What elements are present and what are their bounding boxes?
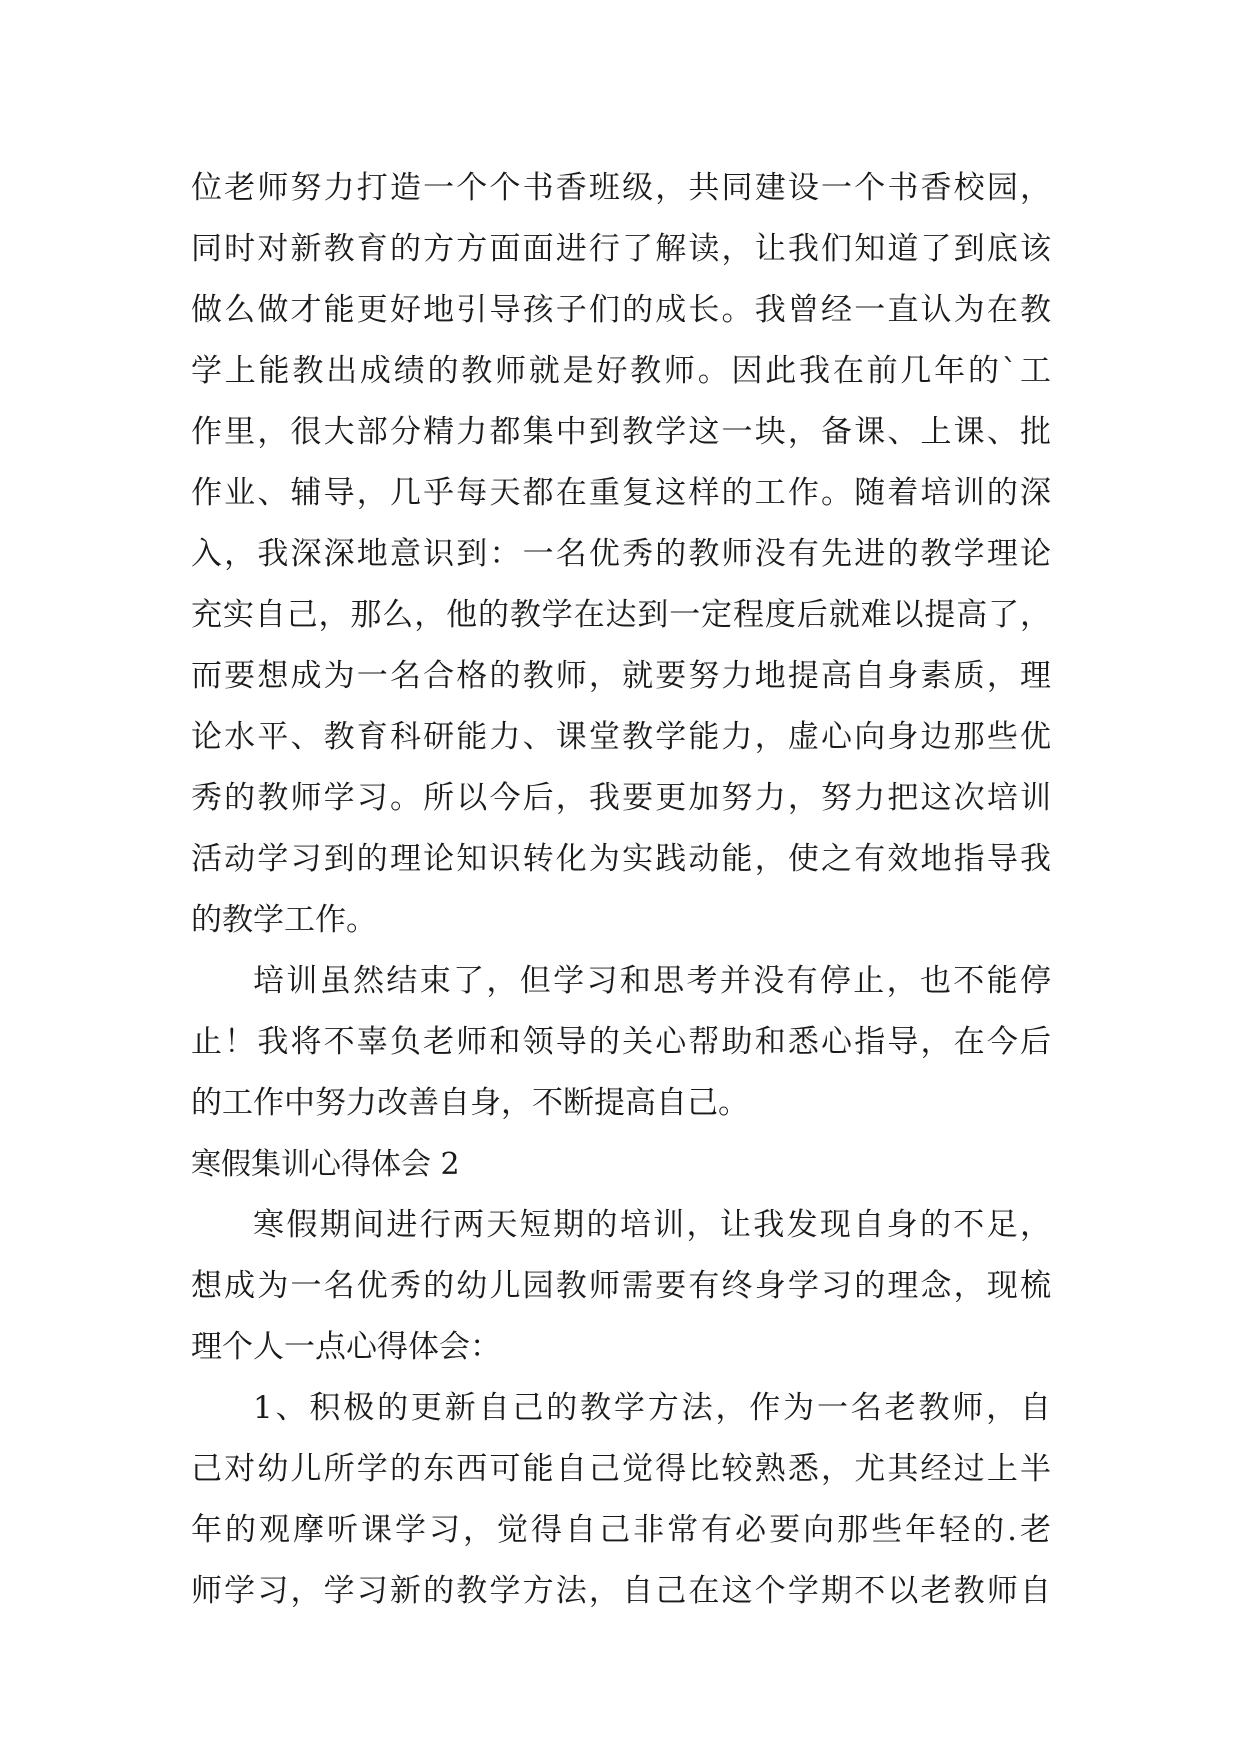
text-line: 年的观摩听课学习，觉得自己非常有必要向那些年轻的.老 (191, 1512, 1051, 1548)
text-line: 己对幼儿所学的东西可能自己觉得比较熟悉，尤其经过上半 (191, 1451, 1051, 1487)
text-line: 论水平、教育科研能力、课堂教学能力，虚心向身边那些优 (191, 719, 1051, 755)
text-line: 位老师努力打造一个个书香班级，共同建设一个书香校园， (191, 170, 1051, 206)
text-line: 入，我深深地意识到：一名优秀的教师没有先进的教学理论 (191, 536, 1051, 572)
text-line: 作业、辅导，几乎每天都在重复这样的工作。随着培训的深 (191, 475, 1051, 511)
text-line: 的教学工作。 (191, 902, 377, 938)
paragraph-reflection (191, 158, 1051, 951)
paragraph-point-1 (191, 1378, 1051, 1622)
text-line: 1、积极的更新自己的教学方法，作为一名老教师，自 (253, 1390, 1051, 1426)
text-line: 寒假期间进行两天短期的培训，让我发现自身的不足， (253, 1207, 1051, 1243)
text-line: 秀的教师学习。所以今后，我要更加努力，努力把这次培训 (191, 780, 1051, 816)
text-line: 的工作中努力改善自身，不断提高自己。 (191, 1085, 749, 1121)
text-line: 想成为一名优秀的幼儿园教师需要有终身学习的理念，现梳 (191, 1268, 1051, 1304)
text-line: 师学习，学习新的教学方法，自己在这个学期不以老教师自 (191, 1573, 1051, 1609)
paragraph-intro (191, 1195, 1051, 1378)
text-line: 止！我将不辜负老师和领导的关心帮助和悉心指导，在今后 (191, 1024, 1051, 1060)
text-line: 学上能教出成绩的教师就是好教师。因此我在前几年的`工 (191, 353, 1051, 389)
text-line: 培训虽然结束了，但学习和思考并没有停止，也不能停 (253, 963, 1051, 999)
section-heading: 寒假集训心得体会 2 (191, 1147, 460, 1182)
text-line: 而要想成为一名合格的教师，就要努力地提高自身素质，理 (191, 658, 1051, 694)
text-line: 同时对新教育的方方面面进行了解读，让我们知道了到底该 (191, 231, 1051, 267)
paragraph-conclusion (191, 951, 1051, 1134)
text-line: 充实自己，那么，他的教学在达到一定程度后就难以提高了， (191, 597, 1051, 633)
text-line: 理个人一点心得体会： (191, 1329, 501, 1365)
text-line: 活动学习到的理论知识转化为实践动能，使之有效地指导我 (191, 841, 1051, 877)
document-body (191, 158, 1051, 1622)
text-line: 作里，很大部分精力都集中到教学这一块，备课、上课、批 (191, 414, 1051, 450)
text-line: 做么做才能更好地引导孩子们的成长。我曾经一直认为在教 (191, 292, 1051, 328)
